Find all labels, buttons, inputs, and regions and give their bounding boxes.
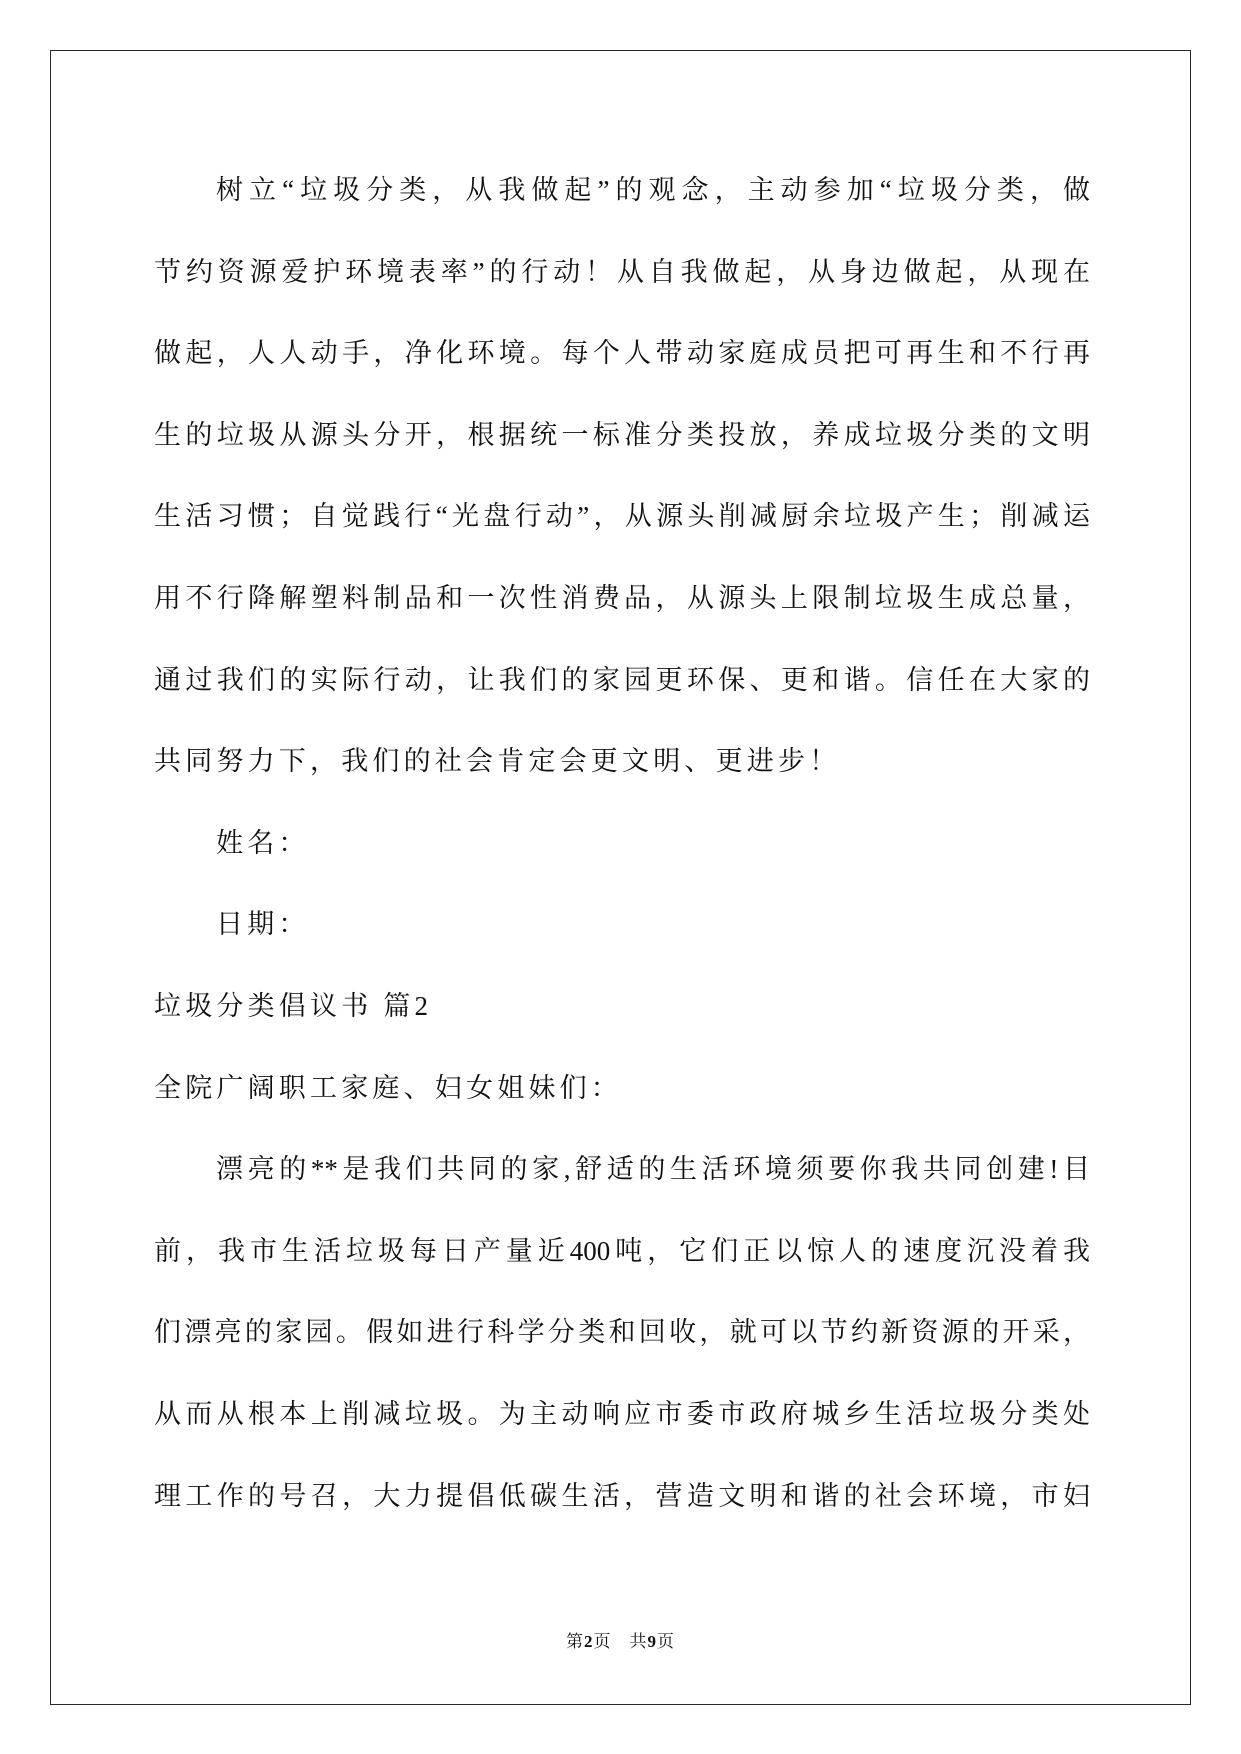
page-number: 2: [584, 1632, 594, 1651]
text-line: 用不行降解塑料制品和一次性消费品，从源头上限制垃圾生成总量，: [154, 582, 1090, 613]
text-line: 节约资源爱护环境表率”的行动！从自我做起，从身边做起，从现在: [154, 256, 1090, 287]
page-number-prefix: 第: [566, 1632, 584, 1651]
signature-date-label: 日期：: [216, 909, 310, 940]
paragraph-1: [154, 150, 1090, 803]
text-line: 树立“垃圾分类，从我做起”的观念，主动参加“垃圾分类，做: [216, 175, 1090, 205]
section-heading: 垃圾分类倡议书 篇2: [154, 990, 433, 1021]
total-pages-suffix: 页: [657, 1632, 675, 1651]
document-body: [154, 150, 1090, 1537]
total-pages-indicator: [630, 1632, 676, 1651]
text-line: 前，我市生活垃圾每日产量近400吨，它们正以惊人的速度沉没着我: [154, 1235, 1090, 1266]
text-line: 漂亮的**是我们共同的家,舒适的生活环境须要你我共同创建!目: [216, 1154, 1090, 1185]
salutation: 全院广阔职工家庭、妇女姐妹们：: [154, 1072, 622, 1103]
text-line: 生活习惯；自觉践行“光盘行动”，从源头削减厨余垃圾产生；削减运: [154, 501, 1090, 532]
total-pages: 9: [647, 1632, 657, 1651]
page-number-indicator: [566, 1632, 612, 1651]
text-line: 通过我们的实际行动，让我们的家园更环保、更和谐。信任在大家的: [154, 664, 1090, 695]
text-line: 生的垃圾从源头分开，根据统一标准分类投放，养成垃圾分类的文明: [154, 419, 1090, 450]
signature-name-label: 姓名：: [216, 827, 310, 858]
page-number-suffix: 页: [593, 1632, 612, 1651]
text-line: 共同努力下，我们的社会肯定会更文明、更进步！: [154, 746, 841, 777]
text-line: 做起，人人动手，净化环境。每个人带动家庭成员把可再生和不行再: [154, 338, 1090, 369]
text-line: 们漂亮的家园。假如进行科学分类和回收，就可以节约新资源的开采，: [154, 1317, 1090, 1348]
total-pages-prefix: 共: [629, 1632, 648, 1651]
text-line: 从而从根本上削减垃圾。为主动响应市委市政府城乡生活垃圾分类处: [154, 1398, 1090, 1429]
page-footer: [0, 1630, 1241, 1654]
paragraph-2: [154, 1129, 1090, 1537]
text-line: 理工作的号召，大力提倡低碳生活，营造文明和谐的社会环境，市妇: [154, 1480, 1090, 1511]
